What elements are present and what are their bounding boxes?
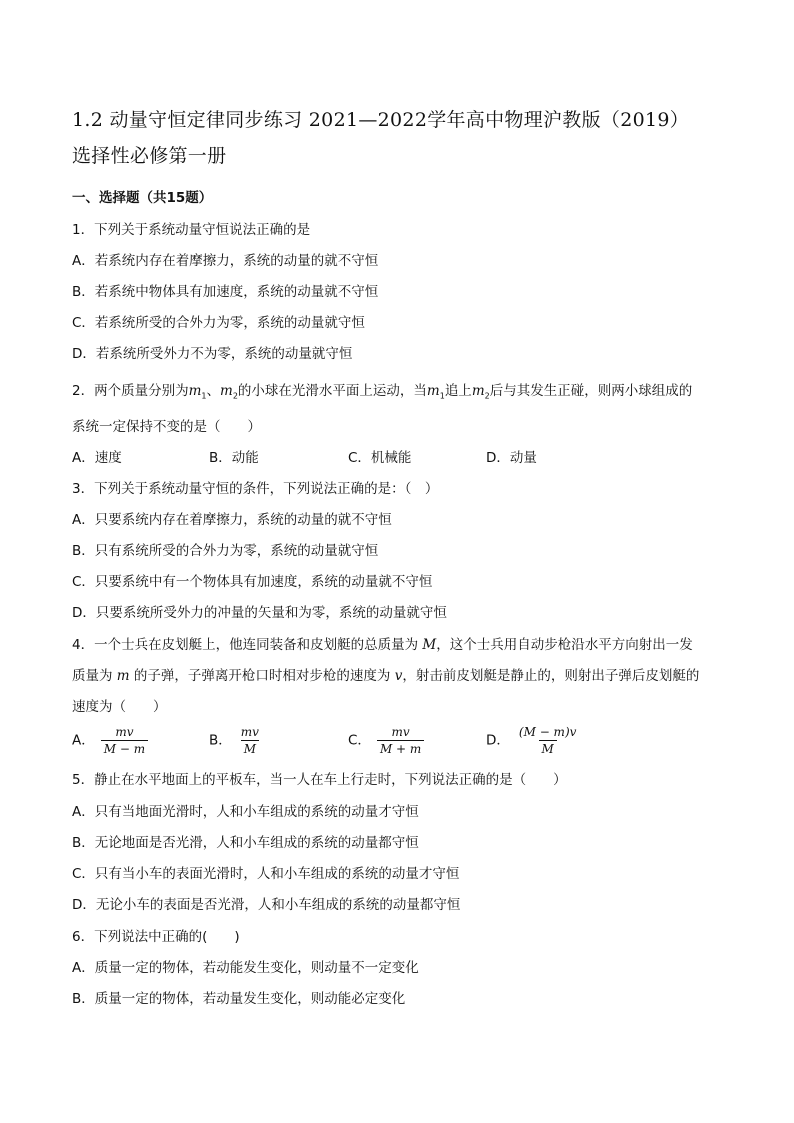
sub-2: 2 <box>232 391 238 401</box>
q4-stem-line-3: 速度为（ ） <box>72 699 167 715</box>
var-m1: m <box>188 383 202 399</box>
q4-option-a-fraction <box>101 724 148 757</box>
q4-option-d-label: D． <box>486 732 510 749</box>
fraction-denominator: M <box>241 740 259 757</box>
q3-stem: 3．下列关于系统动量守恒的条件，下列说法正确的是：（ ） <box>72 481 439 497</box>
q4-option-d-fraction <box>516 724 580 757</box>
var-m2: m <box>220 383 233 399</box>
fraction-denominator: M − m <box>101 740 148 757</box>
q4-option-b <box>209 724 262 757</box>
var-m2-again: m <box>471 383 485 399</box>
q1-option-b: B．若系统中物体具有加速度，系统的动量就不守恒 <box>72 284 379 300</box>
q2-option-d: D．动量 <box>486 450 537 466</box>
title-line-1: 1.2 动量守恒定律同步练习 2021—2022学年高中物理沪教版（2019） <box>72 109 690 131</box>
q4-option-b-label: B． <box>209 732 232 749</box>
q4-stem-2a: 质量为 <box>72 668 117 684</box>
q4-option-c-fraction <box>377 724 424 757</box>
q6-stem: 6．下列说法中正确的( ) <box>72 929 240 945</box>
q2-option-b: B．动能 <box>209 450 259 466</box>
q2-option-c: C．机械能 <box>348 450 412 466</box>
q4-stem-2c: ，射击前皮划艇是静止的，则射出子弹后皮划艇的 <box>402 668 700 684</box>
section-heading: 一、选择题（共15题） <box>72 190 213 206</box>
q6-option-b: B．质量一定的物体，若动量发生变化，则动能必定变化 <box>72 991 406 1007</box>
q4-option-b-fraction <box>238 724 262 757</box>
q5-option-b: B．无论地面是否光滑，人和小车组成的系统的动量都守恒 <box>72 835 419 851</box>
q2-stem-d: 追上 <box>444 383 472 399</box>
var-v: v <box>394 668 403 684</box>
document-title <box>72 102 689 174</box>
q2-stem-b: 、 <box>206 383 220 399</box>
fraction-numerator: mv <box>115 725 134 739</box>
fraction-denominator: M <box>539 740 557 757</box>
q2-stem-e: 后与其发生正碰，则两小球组成的 <box>489 383 693 399</box>
q4-stem-line-2 <box>72 664 699 684</box>
q4-option-c-label: C． <box>348 732 371 749</box>
q3-option-a: A．只要系统内存在着摩擦力，系统的动量的就不守恒 <box>72 512 392 528</box>
q4-stem-line-1 <box>72 633 693 653</box>
q4-stem-2b: 的子弹，子弹离开枪口时相对步枪的速度为 <box>129 668 395 684</box>
fraction-numerator: (M − m)v <box>518 725 577 739</box>
q4-option-a-label: A． <box>72 732 95 749</box>
q1-option-a: A．若系统内存在着摩擦力，系统的动量的就不守恒 <box>72 253 379 269</box>
q4-option-a <box>72 724 148 757</box>
fraction-numerator: mv <box>240 725 259 739</box>
q5-option-a: A．只有当地面光滑时，人和小车组成的系统的动量才守恒 <box>72 804 419 820</box>
q4-option-d <box>486 724 579 757</box>
q3-option-d: D．只要系统所受外力的冲量的矢量和为零，系统的动量就守恒 <box>72 605 447 621</box>
q3-option-c: C．只要系统中有一个物体具有加速度，系统的动量就不守恒 <box>72 574 433 590</box>
q1-option-d: D．若系统所受外力不为零，系统的动量就守恒 <box>72 346 353 362</box>
q1-option-c: C．若系统所受的合外力为零，系统的动量就守恒 <box>72 315 365 331</box>
var-m1-again: m <box>426 383 440 399</box>
fraction-denominator: M + m <box>377 740 424 757</box>
q2-option-a: A．速度 <box>72 450 122 466</box>
q5-option-c: C．只有当小车的表面光滑时，人和小车组成的系统的动量才守恒 <box>72 866 460 882</box>
q2-stem-c: 的小球在光滑水平面上运动，当 <box>237 383 427 399</box>
var-M: M <box>422 637 437 653</box>
sub-1-again: 1 <box>439 391 445 401</box>
q4-stem-1a: 4．一个士兵在皮划艇上，他连同装备和皮划艇的总质量为 <box>72 637 423 653</box>
q6-option-a: A．质量一定的物体，若动能发生变化，则动量不一定变化 <box>72 960 419 976</box>
q3-option-b: B．只有系统所受的合外力为零，系统的动量就守恒 <box>72 543 379 559</box>
q4-stem-1b: ，这个士兵用自动步枪沿水平方向射出一发 <box>436 637 693 653</box>
q5-stem: 5．静止在水平地面上的平板车，当一人在车上行走时，下列说法正确的是（ ） <box>72 772 567 788</box>
q2-stem-line-2: 系统一定保持不变的是（ ） <box>72 419 261 435</box>
q5-option-d: D．无论小车的表面是否光滑，人和小车组成的系统的动量都守恒 <box>72 897 461 913</box>
sub-1: 1 <box>201 391 207 401</box>
q2-stem-line-1 <box>72 379 692 401</box>
fraction-numerator: mv <box>391 725 410 739</box>
sub-2-again: 2 <box>484 391 490 401</box>
q2-stem-a: 2．两个质量分别为 <box>72 383 189 399</box>
title-line-2: 选择性必修第一册 <box>72 145 227 167</box>
var-m: m <box>116 668 130 684</box>
q1-stem: 1．下列关于系统动量守恒说法正确的是 <box>72 222 311 238</box>
q4-option-c <box>348 724 424 757</box>
